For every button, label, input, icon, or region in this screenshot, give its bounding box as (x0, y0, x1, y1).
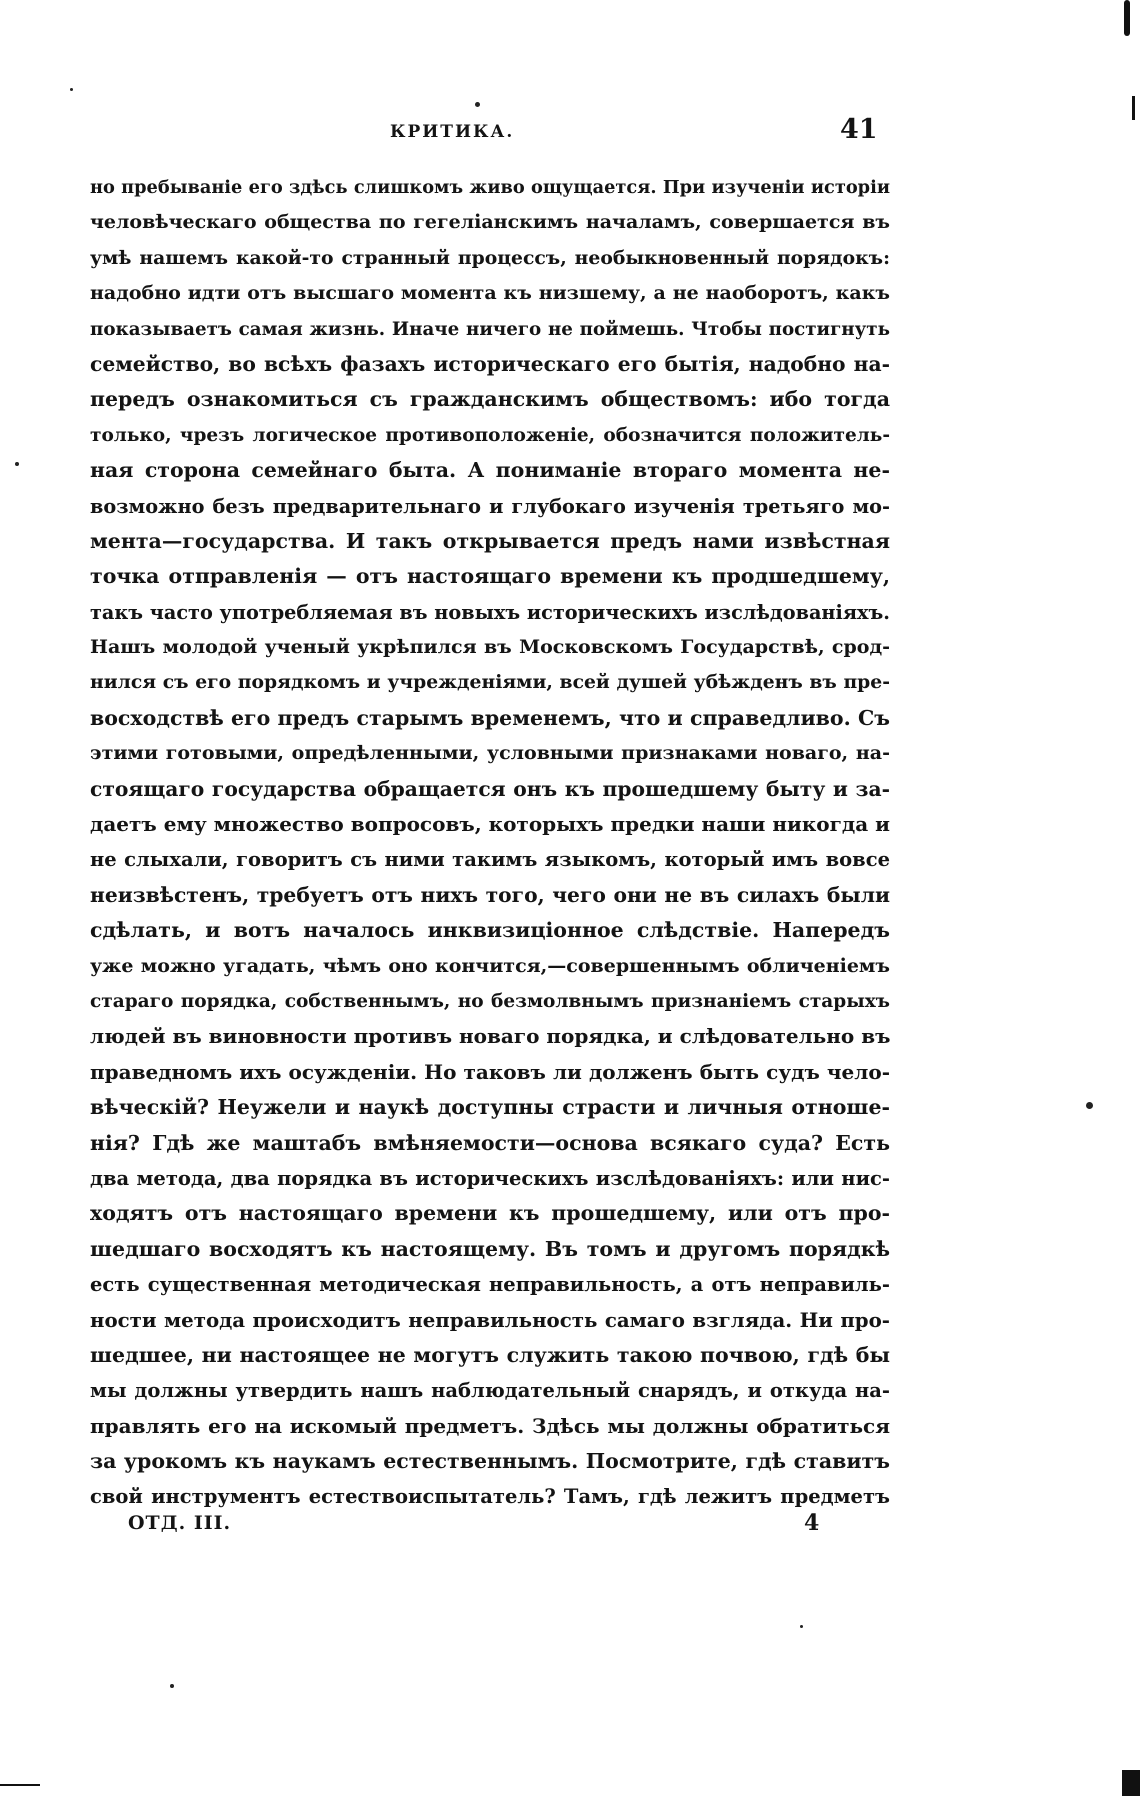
text-line: вѣческій? Неужели и наукѣ доступны страсти и личныя отноше- (90, 1095, 890, 1120)
scan-speck (1086, 1102, 1093, 1109)
text-line: человѣческаго общества по гегеліанскимъ началамъ, совершается въ (90, 211, 890, 234)
text-line: стоящаго государства обращается онъ къ прошедшему быту и за- (90, 776, 890, 801)
text-line: есть существенная методическая неправильность, а отъ неправиль- (90, 1273, 890, 1297)
text-line: ная сторона семейнаго быта. А пониманіе втораго момента не- (90, 458, 890, 483)
text-line: умѣ нашемъ какой-то странный процессъ, необыкновенный порядокъ: (90, 246, 890, 269)
text-line: правлять его на искомый предметъ. Здѣсь мы должны обратиться (90, 1413, 890, 1438)
text-line: возможно безъ предварительнаго и глубокаго изученія третьяго мо- (90, 494, 890, 518)
text-line: точка отправленія — отъ настоящаго времени къ продшедшему, (90, 564, 890, 589)
text-line: сдѣлать, и вотъ началось инквизиціонное слѣдствіе. Напередъ (90, 918, 890, 943)
scan-speck (70, 88, 73, 91)
page-footer (128, 1512, 828, 1548)
text-line: неизвѣстенъ, требуетъ отъ нихъ того, чего они не въ силахъ были (90, 882, 890, 907)
text-line: мы должны утвердить нашъ наблюдательный снарядъ, и откуда на- (90, 1379, 890, 1403)
text-line: восходствѣ его предъ старымъ временемъ, что и справедливо. Съ (90, 705, 890, 730)
text-line: мента—государства. И такъ открывается предъ нами извѣстная (90, 528, 890, 553)
running-title: КРИТИКА. (390, 122, 515, 142)
text-line: только, чрезъ логическое противоположеніе, обозначится положитель- (90, 424, 890, 446)
scan-edge-mark (1124, 0, 1130, 36)
text-line: шедшее, ни настоящее не могутъ служить такою почвою, гдѣ бы (90, 1342, 890, 1367)
text-line: шедшаго восходятъ къ настоящему. Въ томъ и другомъ порядкѣ (90, 1236, 890, 1261)
text-line: но пребываніе его здѣсь слишкомъ живо ощущается. При изученіи исторіи (90, 177, 890, 198)
text-line: людей въ виновности противъ новаго порядка, и слѣдовательно въ (90, 1024, 890, 1049)
text-line: свой инструментъ естествоиспытатель? Тамъ, гдѣ лежитъ предметъ (90, 1485, 890, 1509)
text-line: надобно идти отъ высшаго момента къ низшему, а не наоборотъ, какъ (90, 282, 890, 305)
text-line: такъ часто употребляемая въ новыхъ историческихъ изслѣдованіяхъ. (90, 600, 890, 624)
scan-speck (800, 1625, 803, 1628)
text-line: ности метода происходитъ неправильность самаго взгляда. Ни про- (90, 1307, 890, 1332)
text-line: ходятъ отъ настоящаго времени къ прошедшему, или отъ про- (90, 1201, 890, 1226)
section-label: ОТД. III. (128, 1512, 232, 1534)
text-line: за урокомъ къ наукамъ естественнымъ. Посмотрите, гдѣ ставитъ (90, 1449, 890, 1474)
text-line: этими готовыми, опредѣленными, условными признаками новаго, на- (90, 742, 890, 765)
text-line: даетъ ему множество вопросовъ, которыхъ предки наши никогда и (90, 812, 890, 837)
text-line: не слыхали, говоритъ съ ними такимъ языкомъ, который имъ вовсе (90, 848, 890, 872)
scan-speck (475, 102, 480, 107)
text-line: показываетъ самая жизнь. Иначе ничего не поймешь. Чтобы постигнуть (90, 318, 890, 340)
text-line: нія? Гдѣ же маштабъ вмѣняемости—основа всякаго суда? Есть (90, 1130, 890, 1155)
scan-edge-mark (0, 1784, 40, 1786)
scan-speck (15, 462, 19, 466)
text-line: стараго порядка, собственнымъ, но безмолвнымъ признаніемъ старыхъ (90, 990, 890, 1012)
text-line: нился съ его порядкомъ и учрежденіями, всей душей убѣжденъ въ пре- (90, 671, 890, 694)
body-text (90, 170, 890, 1515)
text-line: семейство, во всѣхъ фазахъ историческаго его бытія, надобно на- (90, 351, 890, 376)
text-line: Нашъ молодой ученый укрѣпился въ Московскомъ Государствѣ, срод- (90, 636, 890, 659)
scan-speck (170, 1684, 174, 1688)
text-line: уже можно угадать, чѣмъ оно кончится,—совершеннымъ обличеніемъ (90, 954, 890, 977)
text-line: праведномъ ихъ осужденіи. Но таковъ ли долженъ быть судъ чело- (90, 1059, 890, 1084)
running-head (90, 114, 890, 154)
scan-edge-mark (1122, 1770, 1140, 1796)
text-line: передъ ознакомиться съ гражданскимъ обществомъ: ибо тогда (90, 387, 890, 412)
scan-edge-mark (1132, 96, 1135, 120)
text-line: два метода, два порядка въ историческихъ изслѣдованіяхъ: или нис- (90, 1166, 890, 1190)
signature-mark: 4 (804, 1510, 820, 1536)
page-number: 41 (840, 114, 878, 145)
